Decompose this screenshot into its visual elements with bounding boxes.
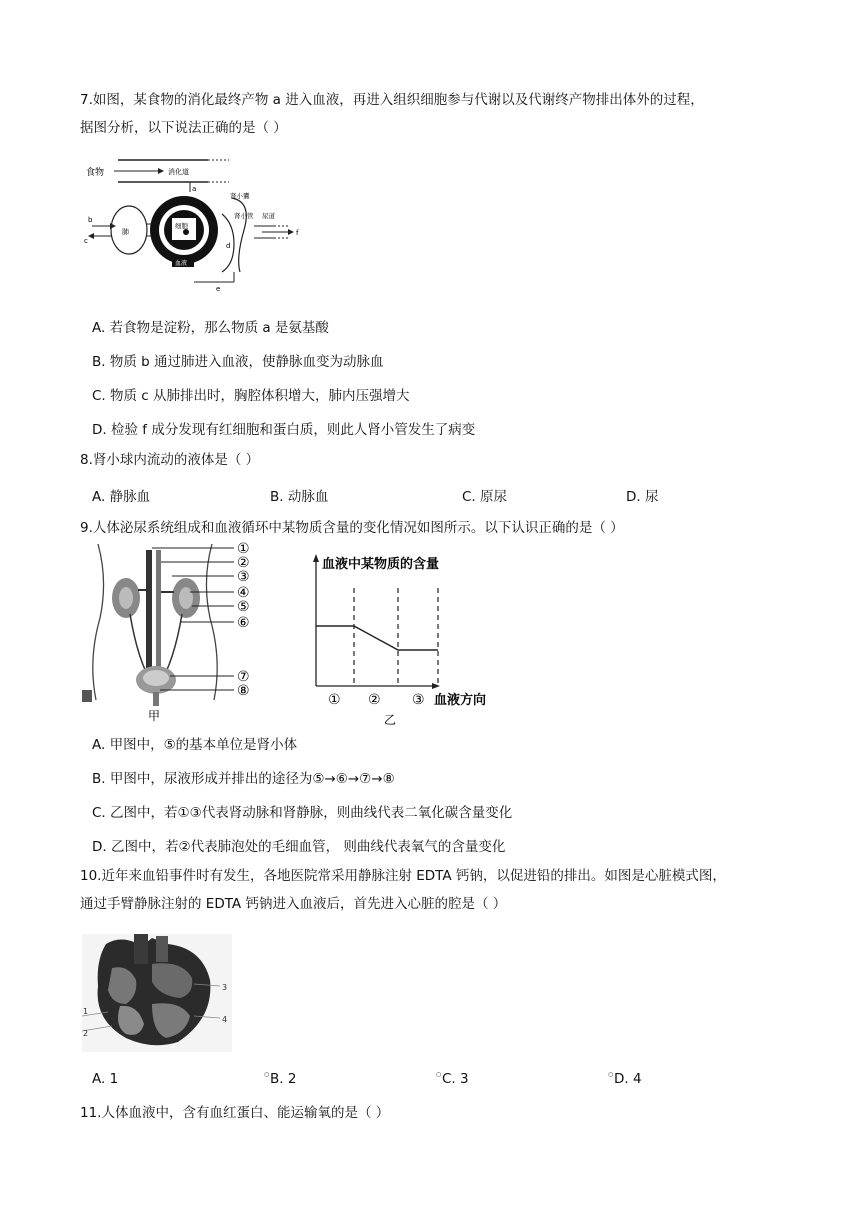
q7-label-blood: 血液 — [175, 260, 188, 267]
q10-option-b-radio-icon[interactable]: ○ — [264, 1071, 270, 1078]
q9-jia-number-7: ⑦ — [237, 669, 250, 685]
q7-option-a[interactable]: A. 若食物是淀粉，那么物质 a 是氨基酸 — [92, 320, 329, 336]
q10-option-d[interactable]: D. 4 — [614, 1071, 642, 1087]
q9-jia-number-2: ② — [237, 555, 250, 571]
q7-option-d[interactable]: D. 检验 f 成分发现有红细胞和蛋白质，则此人肾小管发生了病变 — [92, 422, 476, 438]
q7-label-e: e — [216, 285, 221, 293]
q10-option-b[interactable]: B. 2 — [270, 1071, 297, 1087]
q9-option-a[interactable]: A. 甲图中，⑤的基本单位是肾小体 — [92, 737, 298, 753]
q7-label-capsule: 肾小囊 — [230, 192, 250, 200]
q9-jia-number-1: ① — [237, 541, 250, 557]
q9-jia-number-3: ③ — [237, 569, 250, 585]
q7-option-b[interactable]: B. 物质 b 通过肺进入血液，使静脉血变为动脉血 — [92, 354, 384, 370]
q10-option-c-radio-icon[interactable]: ○ — [436, 1071, 442, 1078]
q9-yi-caption: 乙 — [384, 713, 397, 727]
q7-label-c: c — [84, 237, 88, 245]
q8-option-d[interactable]: D. 尿 — [626, 489, 659, 505]
q8-stem: 8.肾小球内流动的液体是（ ） — [80, 452, 260, 468]
q7-stem-line1: 7.如图，某食物的消化最终产物 a 进入血液，再进入组织细胞参与代谢以及代谢终产物排出体外的过程， — [80, 92, 704, 108]
q9-yi-xtick-2: ② — [368, 692, 381, 708]
q7-label-d: d — [226, 242, 231, 250]
q9-yi-xtick-3: ③ — [412, 692, 425, 708]
q9-yi-ylabel: 血液中某物质的含量 — [322, 557, 440, 572]
q10-option-c[interactable]: C. 3 — [442, 1071, 469, 1087]
q8-option-b[interactable]: B. 动脉血 — [270, 489, 329, 505]
q10-stem — [80, 862, 800, 918]
q10-option-d-radio-icon[interactable]: ○ — [608, 1071, 614, 1078]
q9-jia-number-4: ④ — [237, 585, 250, 601]
q10-stem-line1: 10.近年来血铅事件时有发生，各地医院常采用静脉注射 EDTA 钙钠，以促进铅的排出。如图是心脏模式图， — [80, 868, 726, 884]
q7-label-b: b — [88, 216, 93, 224]
q7-label-tubule: 肾小管 — [234, 212, 254, 220]
q9-jia-number-5: ⑤ — [237, 599, 250, 615]
q7-option-c[interactable]: C. 物质 c 从肺排出时，胸腔体积增大，肺内压强增大 — [92, 388, 410, 404]
q9-jia-number-6: ⑥ — [237, 615, 250, 631]
q9-option-c[interactable]: C. 乙图中，若①③代表肾动脉和肾静脉，则曲线代表二氧化碳含量变化 — [92, 805, 513, 821]
q9-yi-xlabel: 血液方向 — [434, 693, 487, 708]
q7-label-f: f — [296, 229, 299, 237]
q9-option-d[interactable]: D. 乙图中，若②代表肺泡处的毛细血管， 则曲线代表氧气的含量变化 — [92, 839, 506, 855]
q9-yi-xtick-1: ① — [328, 692, 341, 708]
q10-heart-figure — [82, 934, 232, 1052]
q7-label-lung: 肺 — [122, 228, 129, 236]
q9-option-b[interactable]: B. 甲图中，尿液形成并排出的途径为⑤→⑥→⑦→⑧ — [92, 771, 395, 787]
q7-label-a: a — [192, 185, 197, 193]
q7-stem — [80, 86, 800, 142]
q9-stem: 9.人体泌尿系统组成和血液循环中某物质含量的变化情况如图所示。以下认识正确的是（ ） — [80, 520, 624, 536]
q10-heart-label-4: 4 — [222, 1015, 228, 1024]
q8-option-c[interactable]: C. 原尿 — [462, 489, 508, 505]
q7-label-tract: 消化道 — [168, 168, 189, 176]
q7-label-food: 食物 — [86, 168, 105, 178]
q10-heart-label-2: 2 — [83, 1029, 89, 1038]
q10-heart-label-3: 3 — [222, 983, 228, 992]
q7-figure — [84, 154, 306, 294]
q10-option-a[interactable]: A. 1 — [92, 1071, 119, 1087]
q9-jia-caption: 甲 — [148, 709, 161, 723]
q7-label-urethra: 尿道 — [262, 212, 275, 220]
q9-figure-jia — [82, 540, 272, 724]
q8-option-a[interactable]: A. 静脉血 — [92, 489, 151, 505]
q11-stem: 11.人体血液中，含有血红蛋白、能运输氧的是（ ） — [80, 1105, 390, 1121]
q10-stem-line2: 通过手臂静脉注射的 EDTA 钙钠进入血液后，首先进入心脏的腔是（ ） — [80, 896, 507, 912]
q7-stem-line2: 据图分析，以下说法正确的是（ ） — [80, 120, 287, 136]
q10-heart-label-1: 1 — [83, 1007, 89, 1016]
q9-jia-number-8: ⑧ — [237, 683, 250, 699]
q9-figure-yi — [306, 548, 506, 728]
q7-label-cell: 细胞 — [175, 222, 188, 230]
